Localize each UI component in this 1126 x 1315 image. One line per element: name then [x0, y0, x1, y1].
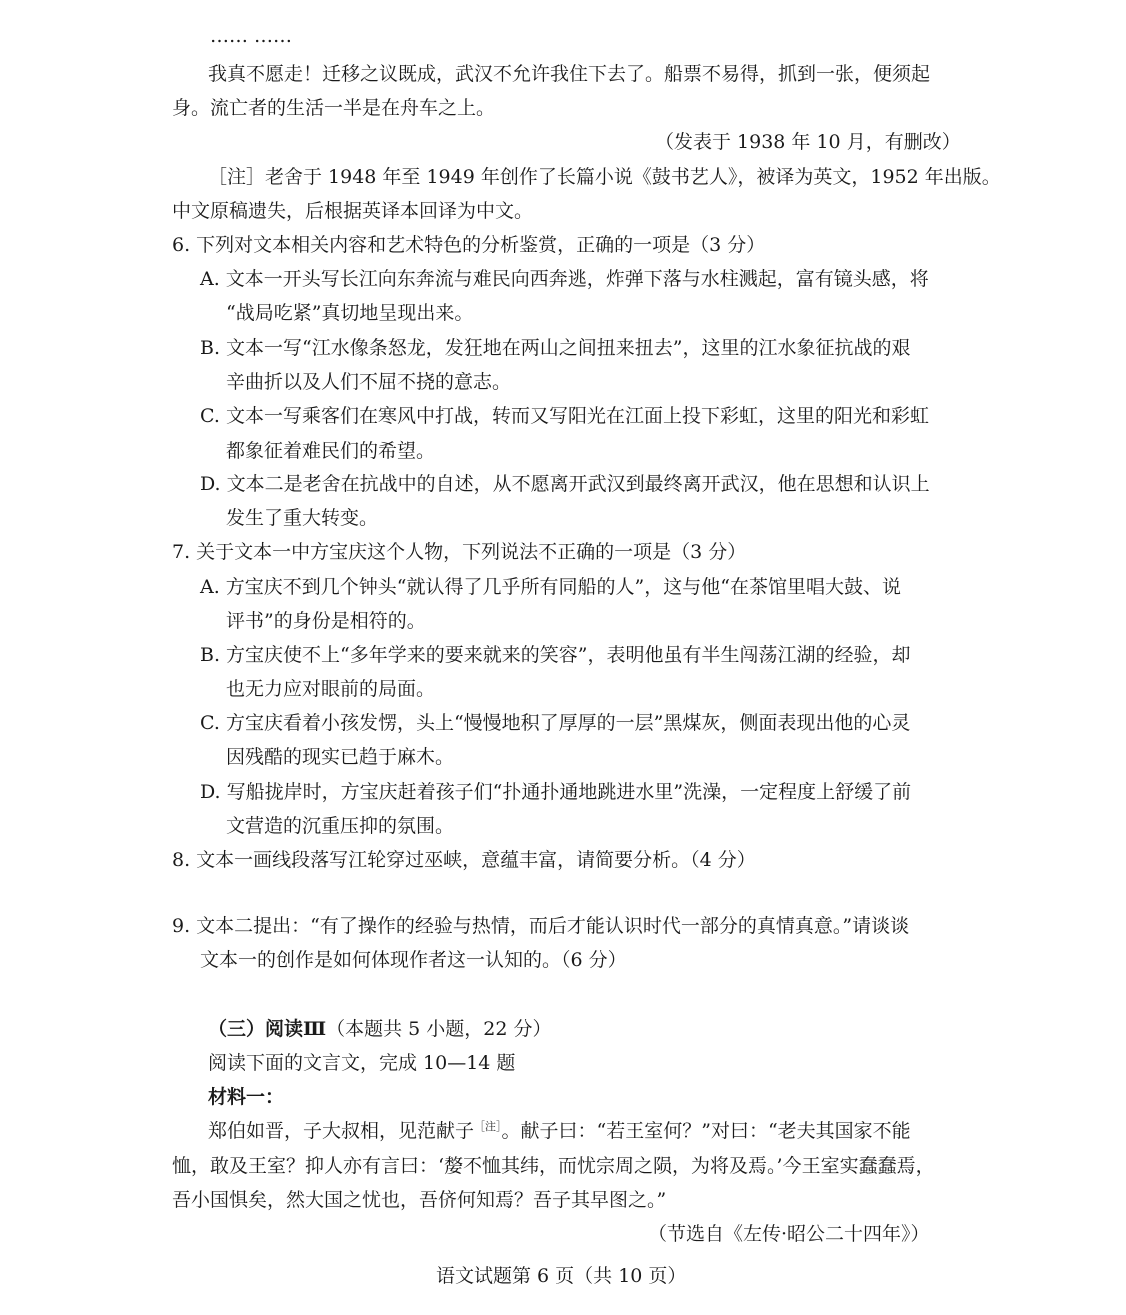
q7-option-c-cont: 因残酷的现实已趋于麻木。 [226, 746, 455, 768]
q7-option-b: B. 方宝庆使不上“多年学来的要来就来的笑容”，表明他虽有半生闯荡江湖的经验，却 [200, 644, 911, 666]
footnote-line: 中文原稿遗失，后根据英译本回译为中文。 [172, 200, 534, 222]
question-8-stem: 8. 文本一画线段落写江轮穿过巫峡，意蕴丰富，请简要分析。（4 分） [172, 849, 756, 871]
material-1-text: 郑伯如晋，子大叔相，见范献子 [208, 1120, 475, 1142]
text2-paragraph-line: 我真不愿走！迁移之议既成，武汉不允许我住下去了。船票不易得，抓到一张，便须起 [208, 63, 931, 85]
q7-option-a-cont: 评书”的身份是相符的。 [226, 610, 426, 632]
section-3-title: （三）阅读Ⅲ [208, 1018, 327, 1040]
question-6-stem: 6. 下列对文本相关内容和艺术特色的分析鉴赏，正确的一项是（3 分） [172, 234, 766, 256]
material-1-text: 。献子曰：“若王室何？”对曰：“老夫其国家不能 [501, 1120, 911, 1142]
material-1-line: 吾小国惧矣，然大国之忧也，吾侪何知焉？吾子其早图之。” [172, 1189, 667, 1211]
text2-source: （发表于 1938 年 10 月，有删改） [655, 131, 961, 153]
text2-paragraph-line: 身。流亡者的生活一半是在舟车之上。 [172, 97, 496, 119]
section-3-instruction: 阅读下面的文言文，完成 10—14 题 [208, 1052, 516, 1074]
q6-option-a-cont: “战局吃紧”真切地呈现出来。 [226, 302, 474, 324]
material-1-line: 恤，敢及王室？抑人亦有言曰：‘嫠不恤其纬，而忧宗周之陨，为将及焉。’今王室实蠢蠢焉， [172, 1155, 935, 1177]
section-3-score-note: （本题共 5 小题，22 分） [326, 1018, 552, 1040]
footnote-marker: ［注］ [474, 1120, 502, 1133]
q6-option-d-cont: 发生了重大转变。 [226, 507, 379, 529]
q7-option-d: D. 写船拢岸时，方宝庆赶着孩子们“扑通扑通地跳进水里”洗澡，一定程度上舒缓了前 [200, 781, 912, 803]
q6-option-a: A. 文本一开头写长江向东奔流与难民向西奔逃，炸弹下落与水柱溅起，富有镜头感，将 [200, 268, 929, 290]
q7-option-b-cont: 也无力应对眼前的局面。 [226, 678, 436, 700]
material-1-line [208, 1117, 911, 1145]
q6-option-b: B. 文本一写“江水像条怒龙，发狂地在两山之间扭来扭去”，这里的江水象征抗战的艰 [200, 337, 911, 359]
q7-option-a: A. 方宝庆不到几个钟头“就认得了几乎所有同船的人”，这与他“在茶馆里唱大鼓、说 [200, 576, 901, 598]
question-7-stem: 7. 关于文本一中方宝庆这个人物，下列说法不正确的一项是（3 分） [172, 541, 747, 563]
q7-option-c: C. 方宝庆看着小孩发愣，头上“慢慢地积了厚厚的一层”黑煤灰，侧面表现出他的心灵 [200, 712, 911, 734]
q6-option-c: C. 文本一写乘客们在寒风中打战，转而又写阳光在江面上投下彩虹，这里的阳光和彩虹 [200, 405, 929, 427]
section-3-heading [208, 1015, 552, 1043]
q6-option-d: D. 文本二是老舍在抗战中的自述，从不愿离开武汉到最终离开武汉，他在思想和认识上 [200, 473, 930, 495]
q6-option-b-cont: 辛曲折以及人们不屈不挠的意志。 [226, 371, 512, 393]
question-9-stem: 9. 文本二提出：“有了操作的经验与热情，而后才能认识时代一部分的真情真意。”请谈谈 [172, 915, 910, 937]
question-9-stem-cont: 文本一的创作是如何体现作者这一认知的。（6 分） [200, 949, 627, 971]
page-footer: 语文试题第 6 页（共 10 页） [436, 1265, 687, 1287]
material-1-source: （节选自《左传·昭公二十四年》） [648, 1223, 930, 1245]
q6-option-c-cont: 都象征着难民们的希望。 [226, 440, 436, 462]
ellipsis: …… …… [210, 25, 293, 47]
footnote-line: ［注］老舍于 1948 年至 1949 年创作了长篇小说《鼓书艺人》，被译为英文，1952 年出版。 [208, 166, 1001, 188]
material-1-label: 材料一： [208, 1086, 285, 1108]
q7-option-d-cont: 文营造的沉重压抑的氛围。 [226, 815, 455, 837]
